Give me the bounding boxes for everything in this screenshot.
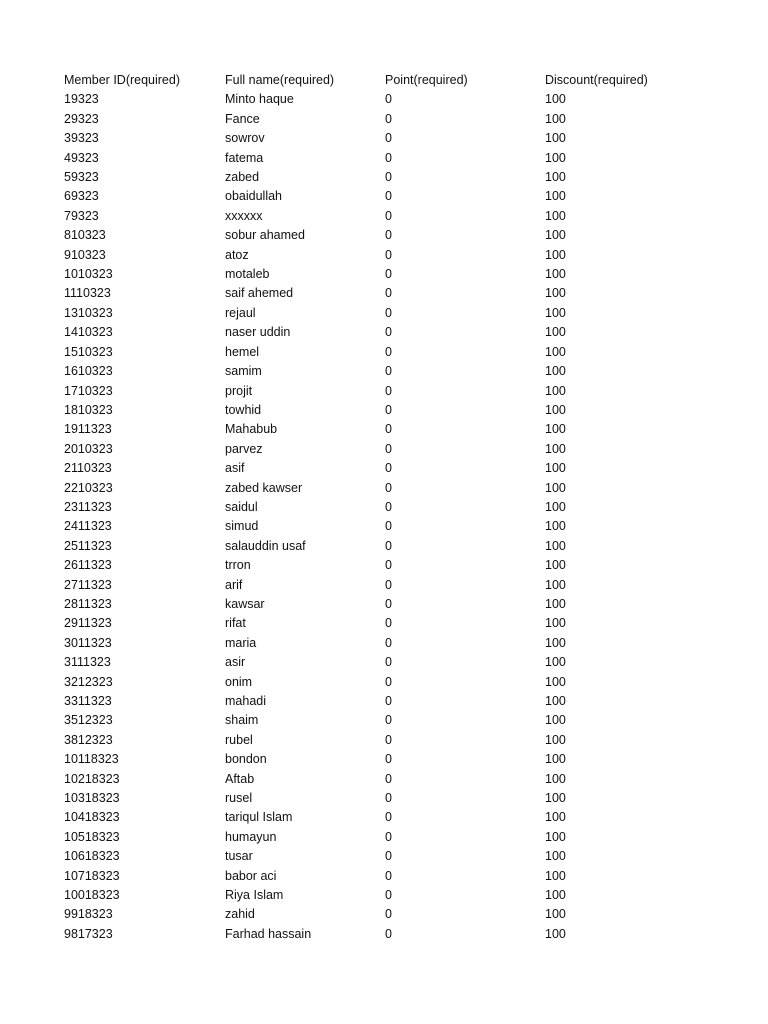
table-row bbox=[64, 905, 665, 924]
discount-cell: 100 bbox=[545, 150, 566, 165]
table-row bbox=[64, 867, 665, 886]
discount-cell: 100 bbox=[545, 364, 566, 379]
discount-cell: 100 bbox=[545, 694, 566, 708]
discount-cell: 100 bbox=[545, 635, 566, 650]
full-name-cell: saif ahemed bbox=[225, 286, 294, 301]
table-row bbox=[64, 925, 665, 944]
full-name-cell: hemel bbox=[225, 344, 260, 359]
member-id-cell: 2110323 bbox=[64, 461, 112, 476]
discount-cell: 100 bbox=[545, 170, 566, 185]
full-name-cell: obaidullah bbox=[225, 189, 282, 204]
point-cell: 0 bbox=[385, 441, 392, 456]
member-id-cell: 10218323 bbox=[64, 771, 120, 786]
member-id-cell: 1410323 bbox=[64, 325, 113, 340]
point-cell: 0 bbox=[385, 849, 392, 864]
member-id-cell: 10618323 bbox=[64, 849, 120, 864]
point-cell: 0 bbox=[385, 810, 392, 825]
discount-cell: 100 bbox=[545, 286, 566, 301]
discount-cell: 100 bbox=[545, 499, 566, 514]
point-cell: 0 bbox=[385, 305, 392, 320]
table-row bbox=[64, 246, 665, 265]
point-cell: 0 bbox=[385, 616, 392, 631]
member-id-cell: 3812323 bbox=[64, 732, 113, 747]
point-cell: 0 bbox=[385, 538, 392, 553]
point-cell: 0 bbox=[385, 208, 392, 223]
full-name-cell: zabed bbox=[225, 170, 260, 185]
member-table bbox=[64, 71, 665, 944]
table-row bbox=[64, 401, 665, 420]
point-cell: 0 bbox=[385, 907, 392, 922]
point-cell: 0 bbox=[385, 752, 392, 767]
member-id-cell: 910323 bbox=[64, 247, 106, 262]
member-id-cell: 10718323 bbox=[64, 868, 120, 883]
table-row bbox=[64, 382, 665, 401]
point-cell: 0 bbox=[385, 674, 392, 689]
table-row bbox=[64, 459, 665, 478]
full-name-cell: fatema bbox=[225, 150, 264, 165]
full-name-cell: sowrov bbox=[225, 131, 265, 146]
member-id-cell: 1010323 bbox=[64, 267, 113, 282]
point-cell: 0 bbox=[385, 713, 392, 728]
table-row bbox=[64, 517, 665, 536]
point-cell: 0 bbox=[385, 596, 392, 611]
full-name-cell: zahid bbox=[225, 907, 255, 922]
table-row bbox=[64, 323, 665, 342]
full-name-cell: Mahabub bbox=[225, 422, 278, 437]
full-name-cell: rubel bbox=[225, 732, 253, 747]
full-name-cell: asir bbox=[225, 655, 246, 670]
full-name-cell: bondon bbox=[225, 752, 267, 767]
discount-cell: 100 bbox=[545, 829, 566, 844]
full-name-cell: humayun bbox=[225, 829, 277, 844]
full-name-cell: saidul bbox=[225, 499, 258, 514]
member-id-cell: 1911323 bbox=[64, 422, 112, 437]
full-name-cell: sobur ahamed bbox=[225, 228, 305, 243]
member-id-cell: 39323 bbox=[64, 131, 99, 146]
table-row bbox=[64, 847, 665, 866]
point-cell: 0 bbox=[385, 189, 392, 204]
table-row bbox=[64, 498, 665, 517]
member-id-cell: 10518323 bbox=[64, 829, 120, 844]
member-id-cell: 10418323 bbox=[64, 810, 120, 825]
discount-cell: 100 bbox=[545, 519, 566, 534]
full-name-cell: towhid bbox=[225, 402, 262, 417]
table-row bbox=[64, 90, 665, 109]
point-cell: 0 bbox=[385, 170, 392, 185]
table-row bbox=[64, 537, 665, 556]
point-cell: 0 bbox=[385, 325, 392, 340]
full-name-cell: motaleb bbox=[225, 267, 270, 282]
full-name-cell: Minto haque bbox=[225, 92, 294, 107]
member-id-cell: 2711323 bbox=[64, 577, 112, 592]
table-row bbox=[64, 362, 665, 381]
discount-cell: 100 bbox=[545, 810, 566, 825]
table-row bbox=[64, 440, 665, 459]
full-name-cell: simud bbox=[225, 519, 259, 534]
header-point: Point(required) bbox=[385, 73, 468, 87]
full-name-cell: asif bbox=[225, 461, 245, 476]
table-row bbox=[64, 886, 665, 905]
point-cell: 0 bbox=[385, 228, 392, 243]
table-row bbox=[64, 284, 665, 303]
discount-cell: 100 bbox=[545, 325, 566, 340]
member-id-cell: 29323 bbox=[64, 111, 99, 126]
point-cell: 0 bbox=[385, 519, 392, 534]
point-cell: 0 bbox=[385, 771, 392, 786]
member-id-cell: 19323 bbox=[64, 92, 99, 107]
member-id-cell: 10018323 bbox=[64, 888, 120, 903]
member-id-cell: 810323 bbox=[64, 228, 106, 243]
discount-cell: 100 bbox=[545, 228, 566, 243]
table-row bbox=[64, 576, 665, 595]
full-name-cell: xxxxxx bbox=[225, 208, 263, 223]
table-row bbox=[64, 770, 665, 789]
point-cell: 0 bbox=[385, 635, 392, 650]
member-id-cell: 1110323 bbox=[64, 286, 111, 301]
member-id-cell: 10318323 bbox=[64, 791, 120, 806]
discount-cell: 100 bbox=[545, 208, 566, 223]
discount-cell: 100 bbox=[545, 752, 566, 767]
point-cell: 0 bbox=[385, 92, 392, 107]
table-row bbox=[64, 692, 665, 711]
header-row bbox=[64, 71, 665, 90]
member-id-cell: 2411323 bbox=[64, 519, 112, 534]
member-id-cell: 2210323 bbox=[64, 480, 113, 495]
full-name-cell: atoz bbox=[225, 247, 249, 262]
point-cell: 0 bbox=[385, 267, 392, 282]
full-name-cell: Fance bbox=[225, 111, 260, 126]
table-row bbox=[64, 168, 665, 187]
discount-cell: 100 bbox=[545, 655, 566, 670]
full-name-cell: shaim bbox=[225, 713, 259, 728]
point-cell: 0 bbox=[385, 655, 392, 670]
point-cell: 0 bbox=[385, 732, 392, 747]
discount-cell: 100 bbox=[545, 674, 566, 689]
header-member-id: Member ID(required) bbox=[64, 73, 181, 87]
member-id-cell: 3111323 bbox=[64, 655, 111, 670]
discount-cell: 100 bbox=[545, 558, 566, 573]
member-id-cell: 3011323 bbox=[64, 635, 112, 650]
point-cell: 0 bbox=[385, 286, 392, 301]
point-cell: 0 bbox=[385, 926, 392, 941]
discount-cell: 100 bbox=[545, 771, 566, 786]
full-name-cell: arif bbox=[225, 577, 243, 592]
member-id-cell: 3512323 bbox=[64, 713, 113, 728]
discount-cell: 100 bbox=[545, 344, 566, 359]
full-name-cell: parvez bbox=[225, 441, 263, 456]
table-row bbox=[64, 343, 665, 362]
discount-cell: 100 bbox=[545, 577, 566, 592]
discount-cell: 100 bbox=[545, 791, 566, 806]
table-row bbox=[64, 673, 665, 692]
full-name-cell: Aftab bbox=[225, 771, 255, 786]
member-id-cell: 79323 bbox=[64, 208, 99, 223]
full-name-cell: rifat bbox=[225, 616, 246, 631]
table-row bbox=[64, 634, 665, 653]
table-row bbox=[64, 129, 665, 148]
discount-cell: 100 bbox=[545, 189, 566, 204]
table-row bbox=[64, 614, 665, 633]
full-name-cell: rusel bbox=[225, 791, 253, 806]
discount-cell: 100 bbox=[545, 888, 566, 903]
table-row bbox=[64, 420, 665, 439]
discount-cell: 100 bbox=[545, 92, 566, 107]
member-id-cell: 2010323 bbox=[64, 441, 113, 456]
member-id-cell: 10118323 bbox=[64, 752, 119, 767]
table-row bbox=[64, 110, 665, 129]
full-name-cell: kawsar bbox=[225, 596, 265, 611]
member-id-cell: 49323 bbox=[64, 150, 99, 165]
point-cell: 0 bbox=[385, 868, 392, 883]
discount-cell: 100 bbox=[545, 267, 566, 282]
table-row bbox=[64, 149, 665, 168]
discount-cell: 100 bbox=[545, 480, 566, 495]
discount-cell: 100 bbox=[545, 422, 566, 437]
point-cell: 0 bbox=[385, 150, 392, 165]
point-cell: 0 bbox=[385, 364, 392, 379]
table-row bbox=[64, 207, 665, 226]
table-row bbox=[64, 556, 665, 575]
table-row bbox=[64, 808, 665, 827]
point-cell: 0 bbox=[385, 111, 392, 126]
table-row bbox=[64, 828, 665, 847]
member-id-cell: 1310323 bbox=[64, 305, 113, 320]
point-cell: 0 bbox=[385, 577, 392, 592]
point-cell: 0 bbox=[385, 499, 392, 514]
table-row bbox=[64, 711, 665, 730]
member-id-cell: 3212323 bbox=[64, 674, 113, 689]
point-cell: 0 bbox=[385, 383, 392, 398]
header-full-name: Full name(required) bbox=[225, 73, 335, 87]
full-name-cell: maria bbox=[225, 635, 257, 650]
header-discount: Discount(required) bbox=[545, 73, 648, 87]
full-name-cell: trron bbox=[225, 558, 251, 573]
table-row bbox=[64, 750, 665, 769]
member-id-cell: 59323 bbox=[64, 170, 99, 185]
point-cell: 0 bbox=[385, 558, 392, 573]
member-id-cell: 2611323 bbox=[64, 558, 112, 573]
full-name-cell: babor aci bbox=[225, 868, 277, 883]
point-cell: 0 bbox=[385, 888, 392, 903]
table-row bbox=[64, 479, 665, 498]
discount-cell: 100 bbox=[545, 732, 566, 747]
full-name-cell: salauddin usaf bbox=[225, 538, 306, 553]
full-name-cell: tariqul Islam bbox=[225, 810, 293, 825]
member-id-cell: 2811323 bbox=[64, 596, 112, 611]
table-row bbox=[64, 789, 665, 808]
point-cell: 0 bbox=[385, 829, 392, 844]
full-name-cell: naser uddin bbox=[225, 325, 291, 340]
table-row bbox=[64, 653, 665, 672]
full-name-cell: onim bbox=[225, 674, 253, 689]
table-row bbox=[64, 595, 665, 614]
point-cell: 0 bbox=[385, 344, 392, 359]
table-row bbox=[64, 187, 665, 206]
discount-cell: 100 bbox=[545, 461, 566, 476]
member-id-cell: 1710323 bbox=[64, 383, 113, 398]
member-id-cell: 1810323 bbox=[64, 402, 113, 417]
full-name-cell: zabed kawser bbox=[225, 480, 303, 495]
full-name-cell: mahadi bbox=[225, 694, 266, 708]
member-id-cell: 2311323 bbox=[64, 499, 112, 514]
discount-cell: 100 bbox=[545, 713, 566, 728]
member-id-cell: 2911323 bbox=[64, 616, 112, 631]
table-row bbox=[64, 304, 665, 323]
discount-cell: 100 bbox=[545, 616, 566, 631]
table-row bbox=[64, 226, 665, 245]
discount-cell: 100 bbox=[545, 868, 566, 883]
discount-cell: 100 bbox=[545, 111, 566, 126]
point-cell: 0 bbox=[385, 422, 392, 437]
point-cell: 0 bbox=[385, 461, 392, 476]
point-cell: 0 bbox=[385, 480, 392, 495]
discount-cell: 100 bbox=[545, 402, 566, 417]
point-cell: 0 bbox=[385, 402, 392, 417]
full-name-cell: tusar bbox=[225, 849, 253, 864]
discount-cell: 100 bbox=[545, 383, 566, 398]
discount-cell: 100 bbox=[545, 131, 566, 146]
full-name-cell: rejaul bbox=[225, 305, 256, 320]
discount-cell: 100 bbox=[545, 305, 566, 320]
discount-cell: 100 bbox=[545, 596, 566, 611]
full-name-cell: samim bbox=[225, 364, 262, 379]
member-id-cell: 9817323 bbox=[64, 926, 113, 941]
full-name-cell: projit bbox=[225, 383, 253, 398]
full-name-cell: Riya Islam bbox=[225, 888, 284, 903]
point-cell: 0 bbox=[385, 247, 392, 262]
discount-cell: 100 bbox=[545, 538, 566, 553]
full-name-cell: Farhad hassain bbox=[225, 926, 312, 941]
member-id-cell: 2511323 bbox=[64, 538, 112, 553]
table-row bbox=[64, 731, 665, 750]
member-id-cell: 1510323 bbox=[64, 344, 113, 359]
discount-cell: 100 bbox=[545, 441, 566, 456]
member-id-cell: 69323 bbox=[64, 189, 99, 204]
discount-cell: 100 bbox=[545, 849, 566, 864]
member-id-cell: 9918323 bbox=[64, 907, 113, 922]
member-id-cell: 3311323 bbox=[64, 694, 112, 708]
point-cell: 0 bbox=[385, 791, 392, 806]
discount-cell: 100 bbox=[545, 907, 566, 922]
point-cell: 0 bbox=[385, 694, 392, 708]
discount-cell: 100 bbox=[545, 926, 566, 941]
discount-cell: 100 bbox=[545, 247, 566, 262]
member-id-cell: 1610323 bbox=[64, 364, 113, 379]
point-cell: 0 bbox=[385, 131, 392, 146]
table-row bbox=[64, 265, 665, 284]
